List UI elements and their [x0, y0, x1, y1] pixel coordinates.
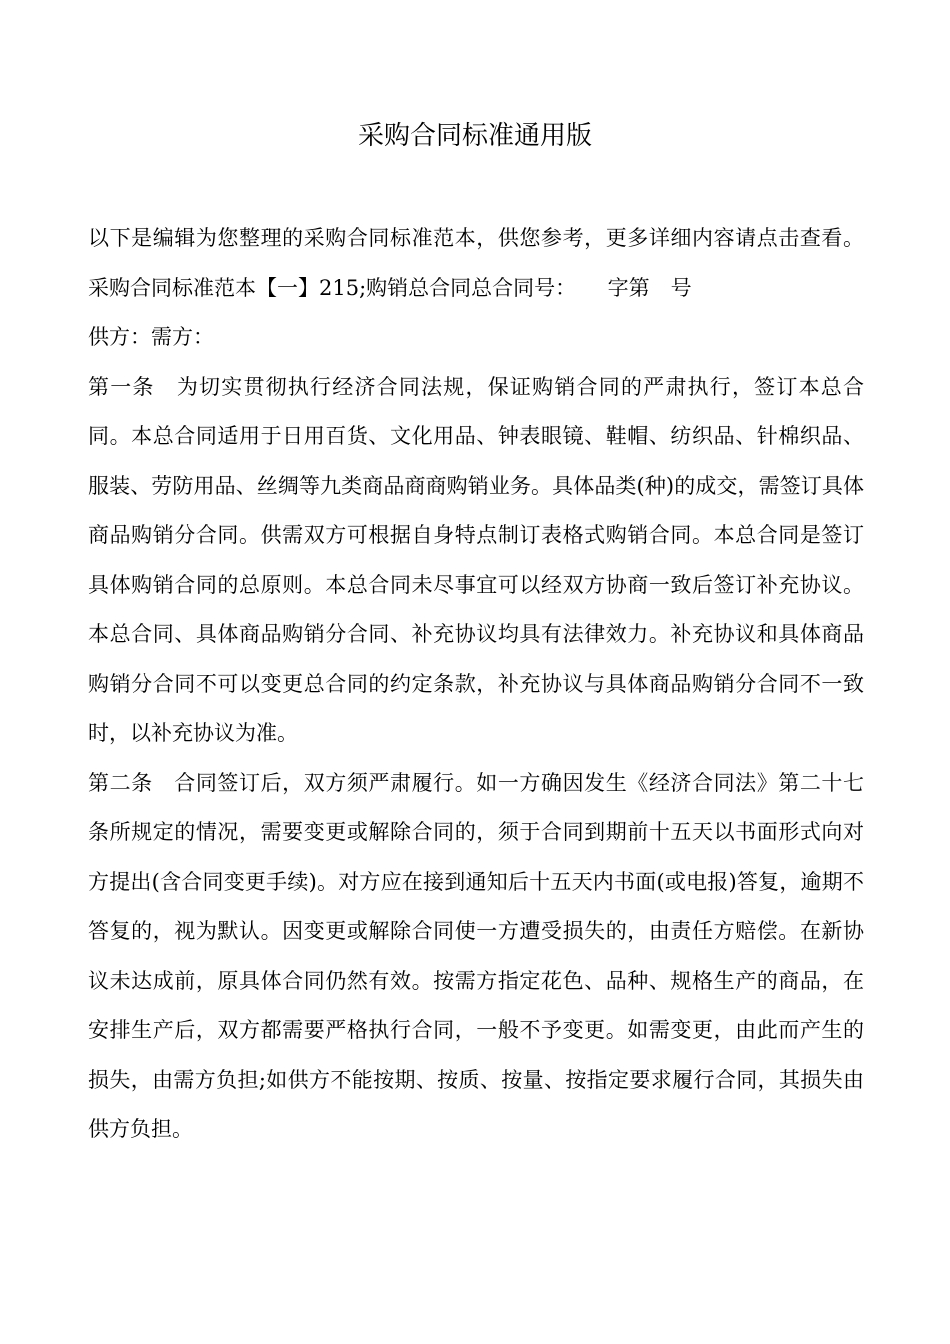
document-body [88, 214, 864, 1155]
article-1-paragraph: 第一条 为切实贯彻执行经济合同法规，保证购销合同的严肃执行，签订本总合同。本总合同适用于日用百货、文化用品、钟表眼镜、鞋帽、纺织品、针棉织品、服装、劳防用品、丝绸等九类商品商商购销业务。具体品类(种)的成交，需签订具体商品购销分合同。供需双方可根据自身特点制订表格式购销合同。本总合同是签订具体购销合同的总原则。本总合同未尽事宜可以经双方协商一致后签订补充协议。本总合同、具体商品购销分合同、补充协议均具有法律效力。补充协议和具体商品购销分合同不可以变更总合同的约定条款，补充协议与具体商品购销分合同不一致时，以补充协议为准。 [88, 374, 864, 745]
article-2-paragraph: 第二条 合同签订后，双方须严肃履行。如一方确因发生《经济合同法》第二十七条所规定的情况，需要变更或解除合同的，须于合同到期前十五天以书面形式向对方提出(含合同变更手续)。对方应在接到通知后十五天内书面(或电报)答复，逾期不答复的，视为默认。因变更或解除合同使一方遭受损失的，由责任方赔偿。在新协议未达成前，原具体合同仍然有效。按需方指定花色、品种、规格生产的商品，在安排生产后，双方都需要严格执行合同，一般不予变更。如需变更，由此而产生的损失，由需方负担;如供方不能按期、按质、按量、按指定要求履行合同，其损失由供方负担。 [88, 770, 864, 1141]
document-title: 采购合同标准通用版 [357, 121, 592, 151]
parties-paragraph: 供方：需方： [88, 325, 214, 349]
intro-paragraph: 以下是编辑为您整理的采购合同标准范本，供您参考，更多详细内容请点击查看。采购合同标准范本【一】215;购销总合同总合同号： 字第 号 [88, 226, 864, 300]
